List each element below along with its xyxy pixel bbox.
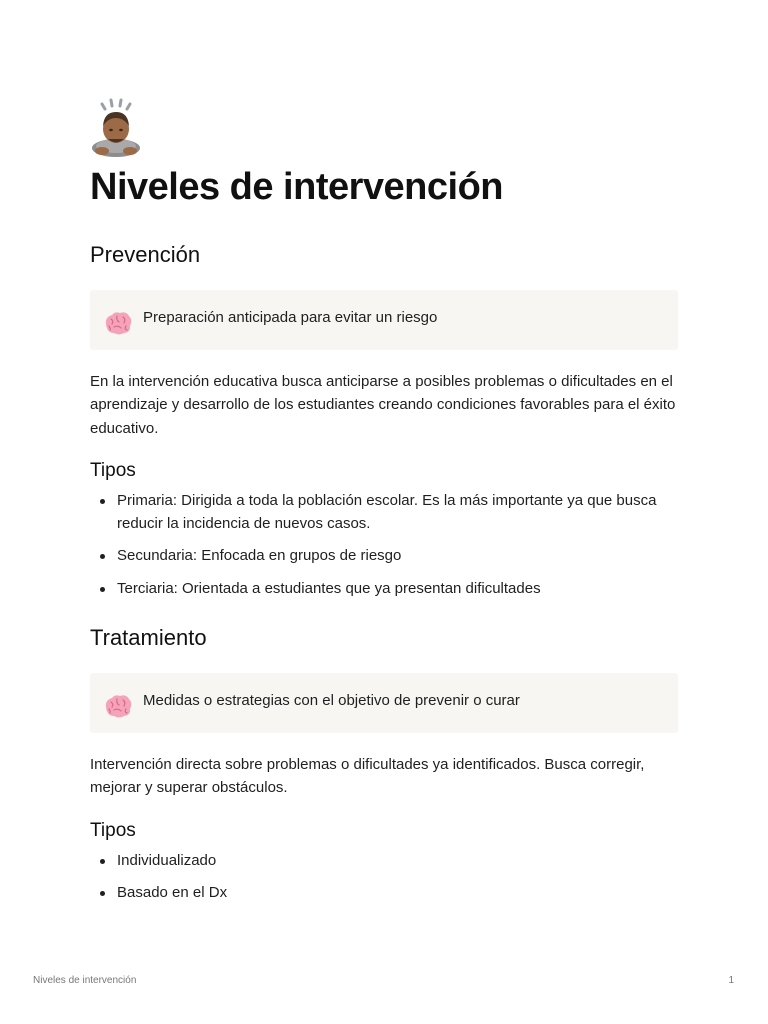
heading-tratamiento: Tratamiento xyxy=(90,625,207,651)
list-item xyxy=(90,578,678,601)
list-item-text: Primaria: Dirigida a toda la población escolar. Es la más importante ya que busca reducir la incidencia de nuevos casos. xyxy=(117,491,657,532)
heading-prevencion: Prevención xyxy=(90,242,201,267)
brain-emoji-icon xyxy=(102,690,134,722)
footer-doc-title: Niveles de intervención xyxy=(33,975,137,986)
bullet-icon xyxy=(100,859,105,864)
list-item xyxy=(90,545,678,568)
bullet-icon xyxy=(100,499,105,504)
callout-text: Preparación anticipada para evitar un riesgo xyxy=(143,308,438,326)
bullet-icon xyxy=(100,587,105,592)
heading-tipos-prevencion: Tipos xyxy=(90,459,136,481)
bullet-icon xyxy=(100,554,105,559)
brain-emoji-icon xyxy=(102,307,134,339)
list-item-text: Basado en el Dx xyxy=(117,884,228,902)
paragraph-tratamiento: Intervención directa sobre problemas o dificultades ya identificados. Busca corregir, mejorar y superar obstáculos. xyxy=(90,756,645,797)
list-tipos-tratamiento xyxy=(90,850,678,906)
footer-page-number: 1 xyxy=(728,975,734,986)
list-item xyxy=(90,490,678,536)
callout-tratamiento xyxy=(90,673,678,733)
bullet-icon xyxy=(100,891,105,896)
list-item-text: Terciaria: Orientada a estudiantes que ya presentan dificultades xyxy=(117,580,541,598)
list-item xyxy=(90,850,678,873)
callout-prevencion xyxy=(90,290,678,350)
heading-tipos-tratamiento: Tipos xyxy=(90,819,136,841)
page-title: Niveles de intervención xyxy=(90,166,503,208)
list-tipos-prevencion xyxy=(90,490,678,601)
callout-text: Medidas o estrategias con el objetivo de prevenir o curar xyxy=(143,691,520,709)
person-bowing-emoji-icon xyxy=(88,96,144,158)
list-item xyxy=(90,882,678,905)
list-item-text: Individualizado xyxy=(117,851,217,869)
list-item-text: Secundaria: Enfocada en grupos de riesgo xyxy=(117,547,402,565)
paragraph-prevencion: En la intervención educativa busca anticiparse a posibles problemas o dificultades en el aprendizaje y desarrollo de los estudiantes creando condiciones favorables para el éxito educativo. xyxy=(90,373,676,437)
document-page xyxy=(90,96,678,915)
